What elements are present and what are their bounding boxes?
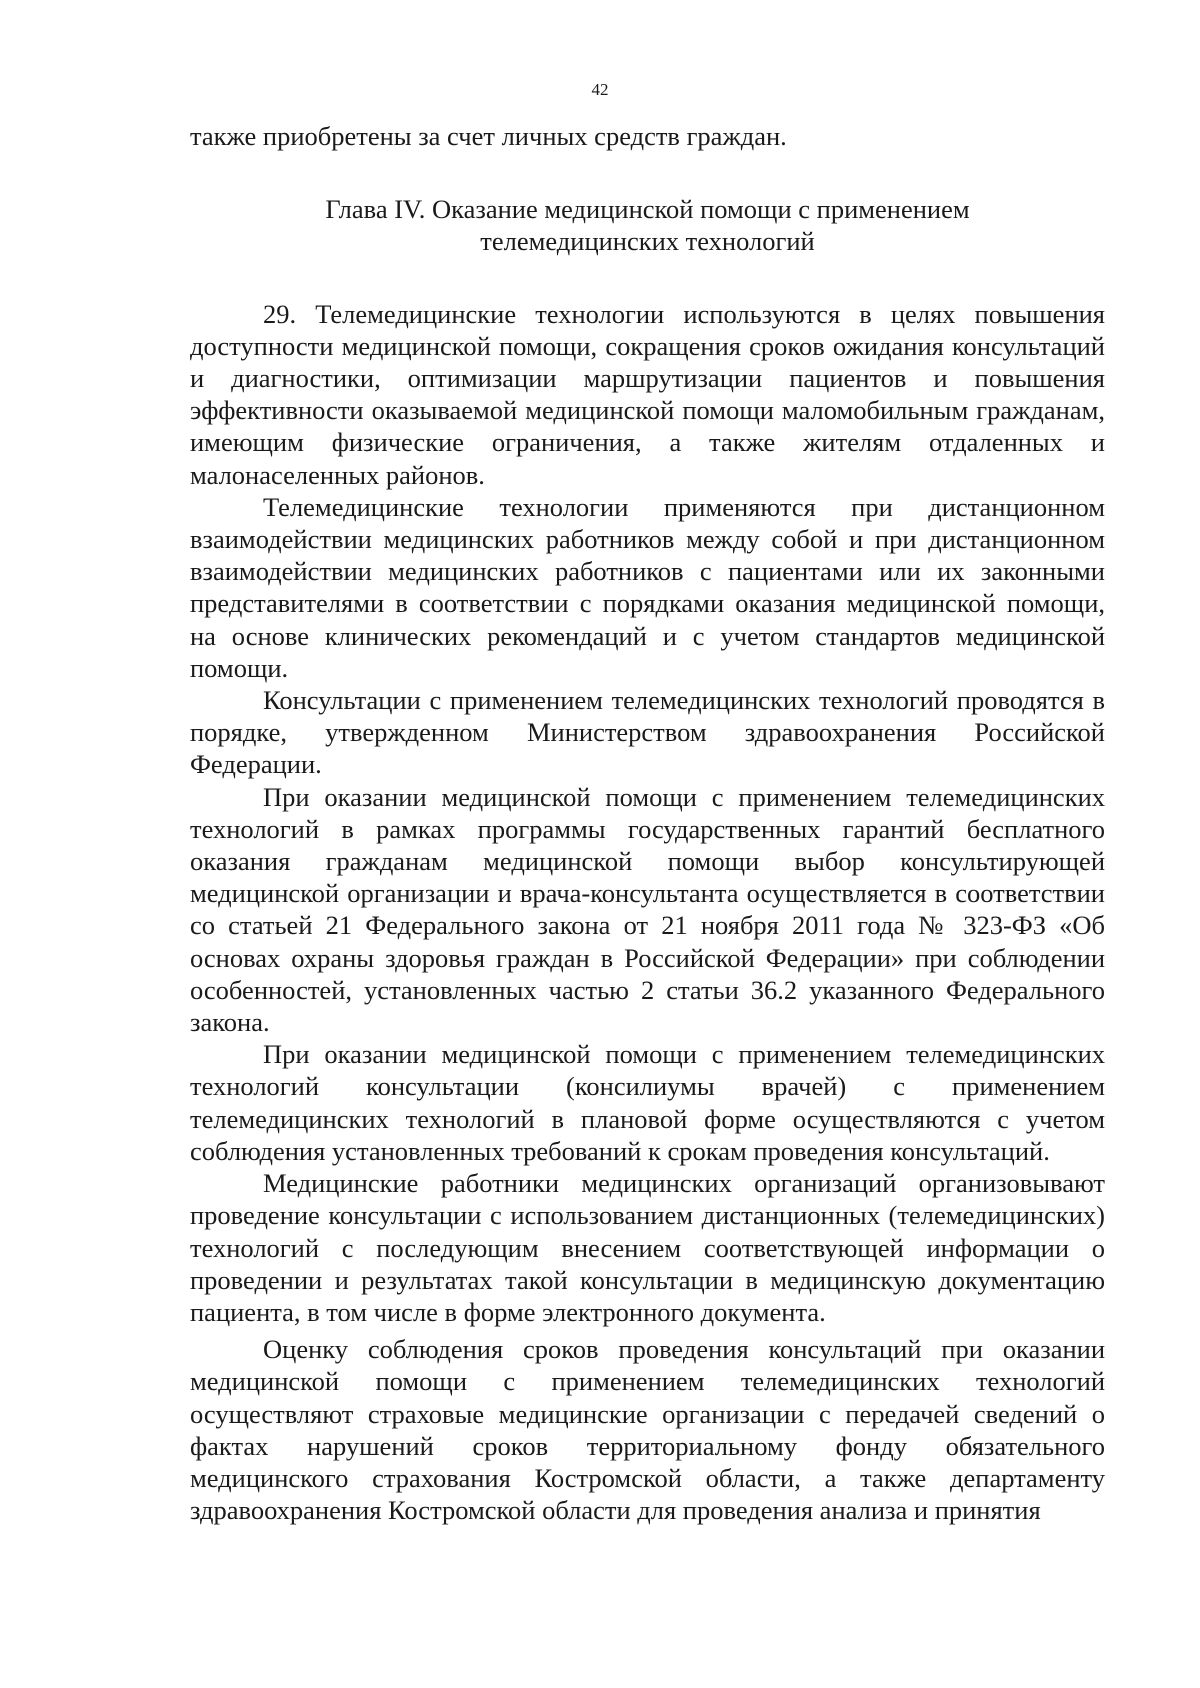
paragraph-telemedicine-interaction: Телемедицинские технологии применяются при дистанционном взаимодействии медицинских работников между собой и при дистанционном взаимодействии медицинских работников с пациентами или их законными представителями в соответствии с порядками оказания медицинской помощи, на основе клинических рекомендаций и с учетом стандартов медицинской помощи.	[190, 491, 1105, 683]
chapter-heading	[190, 193, 1105, 257]
paragraph-deadline-assessment: Оценку соблюдения сроков проведения консультаций при оказании медицинской помощи с применением телемедицинских технологий осуществляют страховые медицинские организации с передачей сведений о фактах нарушений сроков территориальному фонду обязательного медицинского страхования Костромской области, а также департаменту здравоохранения Костромской области для проведения анализа и принятия	[190, 1334, 1105, 1526]
chapter-heading-line-2: телемедицинских технологий	[480, 226, 815, 257]
document-body	[190, 120, 1105, 1526]
chapter-heading-line-1: Глава IV. Оказание медицинской помощи с применением	[325, 194, 970, 225]
paragraph-planned-consultations: При оказании медицинской помощи с применением телемедицинских технологий консультации (консилиумы врачей) с применением телемедицинских технологий в плановой форме осуществляются с учетом соблюдения установленных требований к срокам проведения консультаций.	[190, 1039, 1105, 1166]
paragraph-29: 29. Телемедицинские технологии используются в целях повышения доступности медицинской помощи, сокращения сроков ожидания консультаций и диагностики, оптимизации маршрутизации пациентов и повышения эффективности оказываемой медицинской помощи маломобильным гражданам, имеющим физические ограничения, а также жителям отдаленных и малонаселенных районов.	[190, 298, 1105, 490]
paragraph-consultant-choice: При оказании медицинской помощи с применением телемедицинских технологий в рамках программы государственных гарантий бесплатного оказания гражданам медицинской помощи выбор консультирующей медицинской организации и врача-консультанта осуществляется в соответствии со статьей 21 Федерального закона от 21 ноября 2011 года № 323-ФЗ «Об основах охраны здоровья граждан в Российской Федерации» при соблюдении особенностей, установленных частью 2 статьи 36.2 указанного Федерального закона.	[190, 781, 1105, 1038]
paragraph-medical-records: Медицинские работники медицинских организаций организовывают проведение консультации с использованием дистанционных (телемедицинских) технологий с последующим внесением соответствующей информации о проведении и результатах такой консультации в медицинскую документацию пациента, в том числе в форме электронного документа.	[190, 1168, 1105, 1327]
page-number: 42	[591, 80, 609, 99]
continuation-line: также приобретены за счет личных средств граждан.	[190, 121, 787, 151]
paragraph-consultations-order: Консультации с применением телемедицинских технологий проводятся в порядке, утвержденном Министерством здравоохранения Российской Федерации.	[190, 685, 1105, 780]
